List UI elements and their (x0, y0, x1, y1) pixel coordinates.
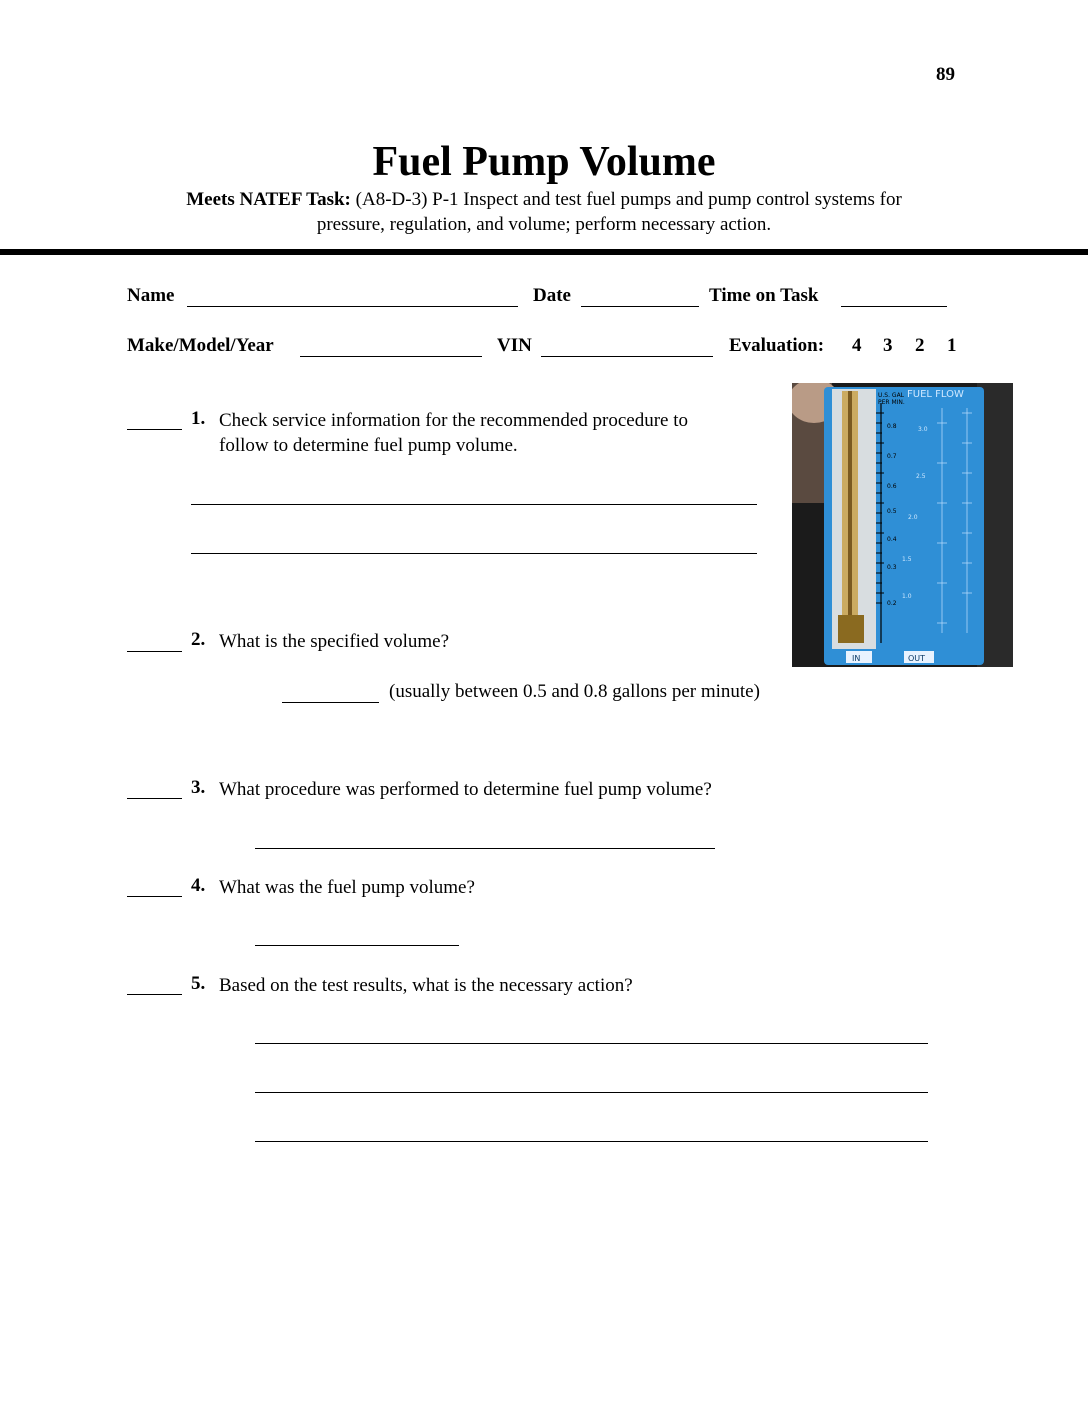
scale-left-label: 0.2 (887, 600, 897, 607)
score-field-q1[interactable] (127, 429, 182, 430)
vin-field[interactable] (541, 356, 713, 357)
scale-left-label: 0.6 (887, 483, 897, 490)
task-label: Meets NATEF Task: (186, 189, 351, 210)
time-on-task-field[interactable] (841, 306, 947, 307)
answer-line-q1-1[interactable] (191, 504, 757, 505)
evaluation-label: Evaluation: (729, 335, 825, 356)
specified-volume-field[interactable] (282, 702, 379, 703)
make-model-year-field[interactable] (300, 356, 482, 357)
photo-port-in: IN (852, 654, 861, 663)
scale-right-label: 2.0 (908, 514, 918, 521)
scale-right-label: 1.5 (902, 556, 912, 563)
specified-volume-note: (usually between 0.5 and 0.8 gallons per minute) (389, 681, 760, 702)
score-field-q4[interactable] (127, 896, 182, 897)
question-text: Based on the test results, what is the necessary action? (219, 975, 633, 996)
photo-gauge-label-bottom: PER MIN. (878, 399, 905, 406)
scale-left-label: 0.3 (887, 564, 897, 571)
make-model-year-label: Make/Model/Year (127, 335, 274, 356)
header-divider (0, 249, 1088, 255)
evaluation-score-3[interactable]: 3 (883, 335, 893, 356)
name-label: Name (127, 285, 175, 306)
answer-line-q5-1[interactable] (255, 1043, 928, 1044)
question-number: 2. (191, 629, 206, 650)
answer-line-q4[interactable] (255, 945, 459, 946)
photo-port-out: OUT (908, 654, 926, 663)
question-number: 5. (191, 973, 206, 994)
fuel-flow-meter-photo (792, 383, 1013, 667)
answer-line-q1-2[interactable] (191, 553, 757, 554)
question-text: What was the fuel pump volume? (219, 877, 475, 898)
answer-line-q5-3[interactable] (255, 1141, 928, 1142)
task-text-line1: (A8-D-3) P-1 Inspect and test fuel pumps and pump control systems for (355, 189, 902, 210)
answer-line-q3[interactable] (255, 848, 715, 849)
photo-gauge-label-top: U.S. GAL (878, 392, 905, 399)
question-number: 1. (191, 408, 206, 429)
vin-label: VIN (497, 335, 532, 356)
scale-left-label: 0.4 (887, 536, 897, 543)
name-field[interactable] (187, 306, 518, 307)
scale-right-label: 3.0 (918, 426, 928, 433)
scale-right-label: 2.5 (916, 473, 926, 480)
scale-right-label: 1.0 (902, 593, 912, 600)
question-text: Check service information for the recommended procedure to follow to determine fuel pump volume. (219, 410, 689, 456)
date-label: Date (533, 285, 571, 306)
page-title: Fuel Pump Volume (372, 139, 716, 185)
score-field-q2[interactable] (127, 651, 182, 652)
photo-header: FUEL FLOW (907, 389, 964, 400)
score-field-q3[interactable] (127, 798, 182, 799)
evaluation-score-2[interactable]: 2 (915, 335, 925, 356)
date-field[interactable] (581, 306, 699, 307)
time-on-task-label: Time on Task (709, 285, 819, 306)
answer-line-q5-2[interactable] (255, 1092, 928, 1093)
question-text: What is the specified volume? (219, 631, 450, 652)
page-number: 89 (936, 64, 955, 85)
evaluation-score-1[interactable]: 1 (947, 335, 957, 356)
score-field-q5[interactable] (127, 994, 182, 995)
task-text-line2: pressure, regulation, and volume; perform necessary action. (316, 214, 772, 235)
scale-left-label: 0.8 (887, 423, 897, 430)
scale-left-label: 0.7 (887, 453, 897, 460)
scale-left-label: 0.5 (887, 508, 897, 515)
evaluation-score-4[interactable]: 4 (852, 335, 862, 356)
question-number: 4. (191, 875, 206, 896)
question-number: 3. (191, 777, 206, 798)
question-text: What procedure was performed to determine fuel pump volume? (219, 779, 712, 800)
task-description (120, 187, 968, 237)
